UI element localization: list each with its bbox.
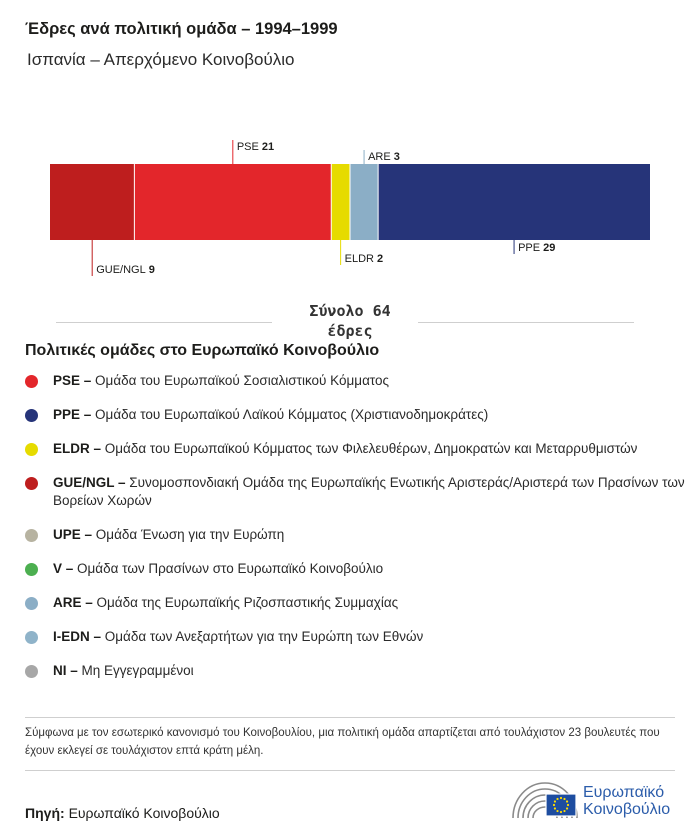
legend-item-ppe	[25, 406, 687, 424]
european-parliament-logo-icon	[512, 780, 578, 820]
total-line	[280, 301, 420, 321]
legend-color-dot	[25, 409, 38, 422]
legend-group-abbreviation: I-EDN –	[53, 629, 102, 644]
segment-label-value: 9	[148, 264, 155, 276]
bar-segment-pse	[134, 164, 331, 240]
legend-text	[53, 474, 685, 510]
segment-label-name: GUE/NGL	[96, 264, 146, 276]
legend-group-abbreviation: GUE/NGL –	[53, 475, 126, 490]
legend-text	[53, 440, 685, 458]
segment-label-name: PSE	[236, 141, 259, 153]
legend-group-abbreviation: NI –	[53, 663, 78, 678]
flag-star-icon	[563, 798, 565, 800]
legend-list	[25, 372, 687, 680]
legend-text	[53, 594, 685, 612]
segment-label-name: ELDR	[344, 253, 374, 265]
total-label: Σύνολο	[309, 302, 364, 320]
legend-group-abbreviation: PSE –	[53, 373, 92, 388]
legend-item-gue-ngl	[25, 474, 687, 510]
total-seats	[280, 301, 420, 341]
flag-star-icon	[566, 807, 568, 809]
legend-text	[53, 372, 685, 390]
chart-subtitle: Ισπανία – Απερχόμενο Κοινοβούλιο	[27, 50, 295, 69]
flag-star-icon	[560, 811, 562, 813]
chart-title: Έδρες ανά πολιτική ομάδα – 1994–1999	[25, 20, 338, 38]
legend-text	[53, 628, 685, 646]
legend-group-name: Ομάδα των Πρασίνων στο Ευρωπαϊκό Κοινοβούλιο	[77, 561, 384, 576]
flag-star-icon	[554, 807, 556, 809]
segment-label-value: 29	[543, 242, 556, 254]
legend-group-name: Ομάδα Ένωση για την Ευρώπη	[95, 527, 285, 542]
segment-label-are	[368, 151, 400, 163]
legend-group-name: Ομάδα των Ανεξαρτήτων για την Ευρώπη των Εθνών	[104, 629, 424, 644]
logo-text-line-1: Ευρωπαϊκό	[583, 784, 665, 801]
segment-label-gue-ngl	[96, 264, 155, 276]
legend-heading: Πολιτικές ομάδες στο Ευρωπαϊκό Κοινοβούλιο	[25, 342, 380, 359]
bar-segment-ppe	[378, 164, 650, 240]
bar-segment-are	[350, 164, 378, 240]
legend-color-dot	[25, 563, 38, 576]
legend-color-dot	[25, 665, 38, 678]
flag-star-icon	[560, 797, 562, 799]
total-divider-right	[418, 322, 634, 323]
segment-label-ppe	[518, 242, 555, 254]
stacked-seat-bar-chart	[0, 130, 700, 290]
legend-color-dot	[25, 631, 38, 644]
legend-group-abbreviation: ARE –	[53, 595, 93, 610]
legend-group-name: Συνομοσπονδιακή Ομάδα της Ευρωπαϊκής Ενωτικής Αριστεράς/Αριστερά των Πρασίνων των Βορείων Χωρών	[53, 475, 685, 508]
legend-color-dot	[25, 443, 38, 456]
legend-color-dot	[25, 529, 38, 542]
eu-flag-icon	[546, 794, 576, 816]
legend-group-name: Ομάδα του Ευρωπαϊκού Κόμματος των Φιλελευθέρων, Δημοκρατών και Μεταρρυθμιστών	[104, 441, 638, 456]
legend-group-abbreviation: V –	[53, 561, 74, 576]
logo-text-line-2: Κοινοβούλιο	[583, 801, 671, 818]
european-parliament-logo-text	[583, 784, 670, 818]
legend-group-name: Ομάδα του Ευρωπαϊκού Σοσιαλιστικού Κόμματος	[95, 373, 390, 388]
legend-item-upe	[25, 526, 687, 544]
legend-item-eldr	[25, 440, 687, 458]
total-divider-left	[56, 322, 272, 323]
legend-text	[53, 662, 685, 680]
segment-label-value: 21	[261, 141, 275, 153]
flag-star-icon	[567, 804, 569, 806]
segment-label-name: PPE	[518, 242, 541, 254]
legend-group-abbreviation: UPE –	[53, 527, 93, 542]
segment-label-value: 2	[376, 253, 384, 265]
legend-color-dot	[25, 375, 38, 388]
flag-star-icon	[566, 800, 568, 802]
legend-color-dot	[25, 597, 38, 610]
total-value: 64	[372, 302, 391, 320]
bar-segment-eldr	[331, 164, 350, 240]
source-line	[25, 804, 220, 822]
legend-group-name: Ομάδα της Ευρωπαϊκής Ριζοσπαστικής Συμμαχίας	[96, 595, 399, 610]
legend-text	[53, 526, 685, 544]
bar-segment-gue-ngl	[50, 164, 134, 240]
legend-item-v	[25, 560, 687, 578]
segment-label-name: ARE	[368, 151, 391, 163]
legend-item-ni	[25, 662, 687, 680]
footnote-divider-top	[25, 717, 675, 718]
legend-text	[53, 560, 685, 578]
flag-star-icon	[553, 804, 555, 806]
legend-color-dot	[25, 477, 38, 490]
legend-group-abbreviation: ELDR –	[53, 441, 102, 456]
segment-label-eldr	[345, 253, 383, 265]
footnote: Σύμφωνα με τον εσωτερικό κανονισμό του Κοινοβουλίου, μια πολιτική ομάδα απαρτίζεται από τουλάχιστον 23 βουλευτές που έχουν εκλεγεί σε τουλάχιστον επτά κράτη μέλη.	[25, 727, 660, 757]
flag-star-icon	[556, 810, 558, 812]
legend-group-name: Μη Εγγεγραμμένοι	[81, 663, 194, 678]
segment-label-pse	[237, 141, 274, 153]
source-label: Πηγή:	[25, 805, 65, 821]
segment-label-value: 3	[393, 151, 400, 163]
total-unit: έδρες	[327, 322, 373, 340]
footnote-divider-bottom	[25, 770, 675, 771]
legend-group-abbreviation: PPE –	[53, 407, 92, 422]
flag-star-icon	[563, 810, 565, 812]
legend-text	[53, 406, 685, 424]
flag-star-icon	[554, 800, 556, 802]
legend-group-name: Ομάδα του Ευρωπαϊκού Λαϊκού Κόμματος (Χριστιανοδημοκράτες)	[95, 407, 489, 422]
legend-item-i-edn	[25, 628, 687, 646]
legend-item-pse	[25, 372, 687, 390]
legend-item-are	[25, 594, 687, 612]
flag-star-icon	[556, 798, 558, 800]
source-value: Ευρωπαϊκό Κοινοβούλιο	[68, 805, 220, 821]
